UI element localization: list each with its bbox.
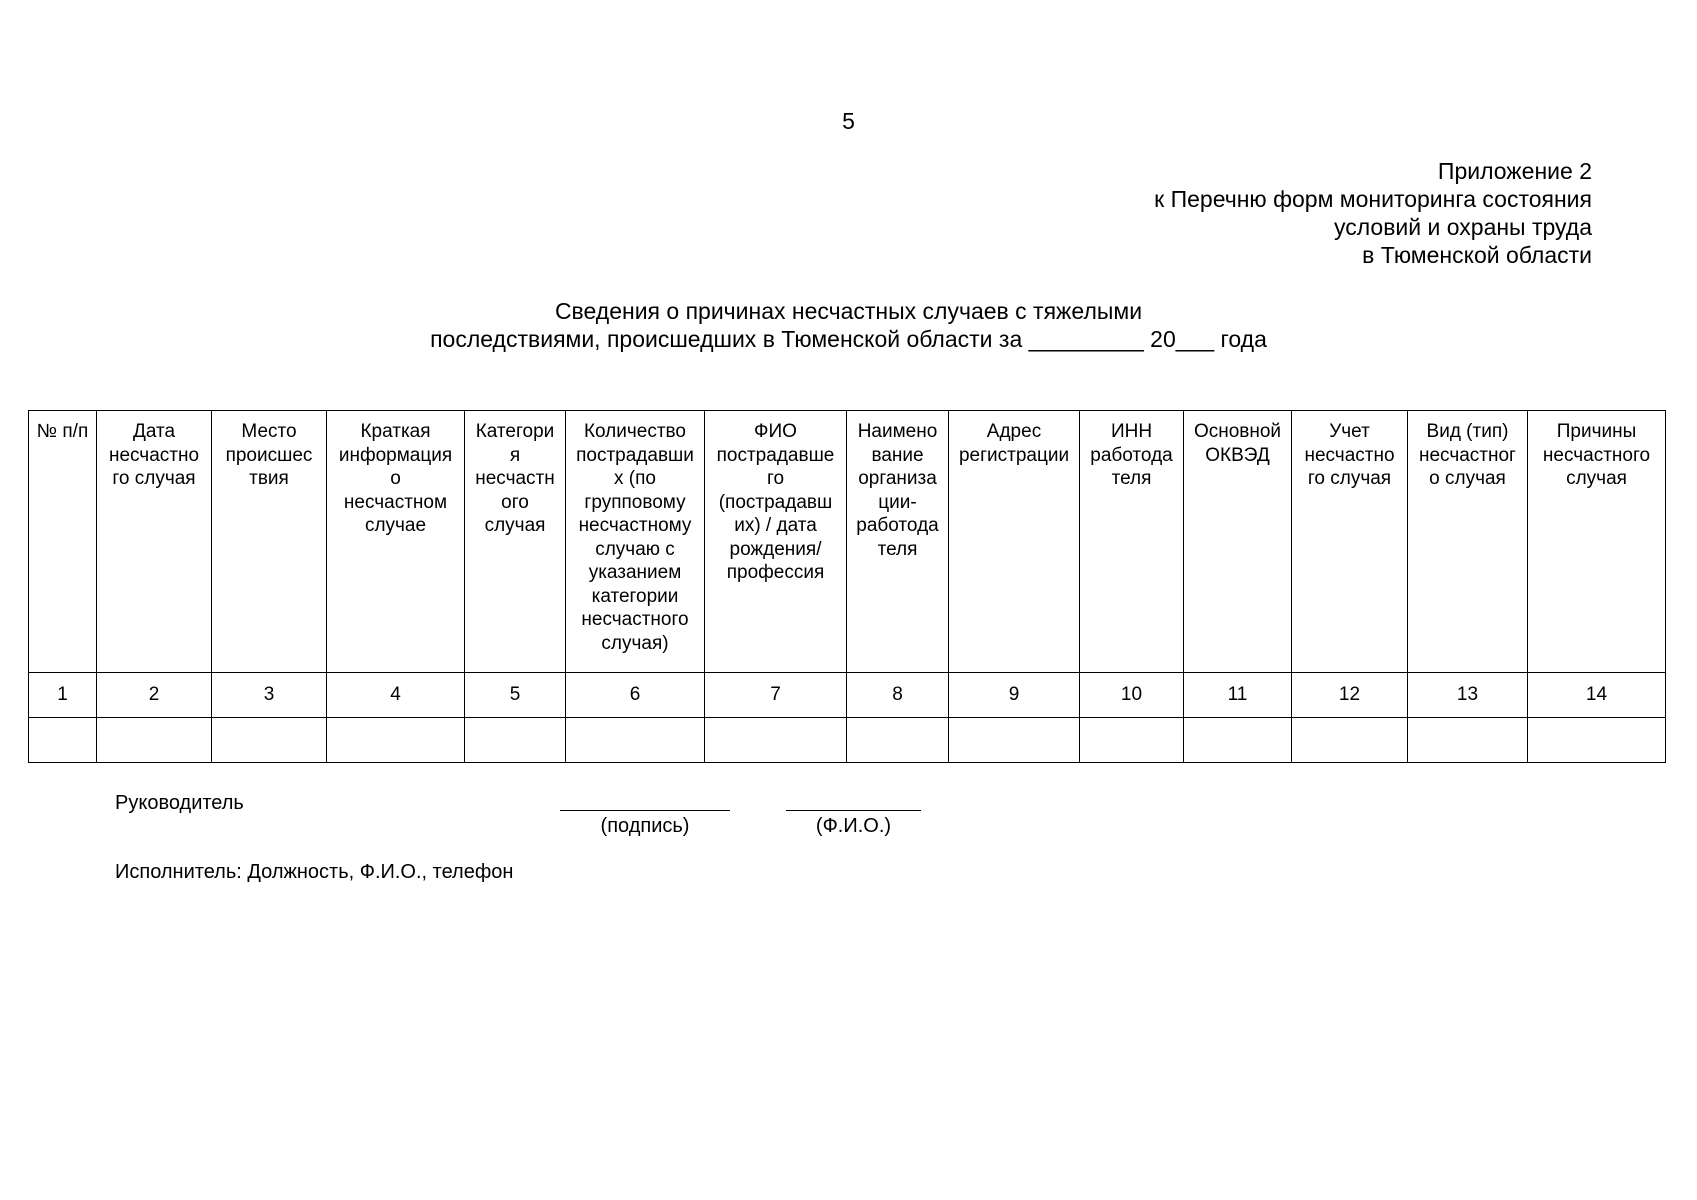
empty-cell: [212, 718, 327, 763]
empty-cell: [327, 718, 465, 763]
column-number-cell: 8: [847, 673, 949, 718]
empty-cell: [949, 718, 1080, 763]
header-cell: Вид (тип) несчастног о случая: [1408, 411, 1528, 673]
empty-cell: [1080, 718, 1184, 763]
column-number-cell: 6: [566, 673, 705, 718]
title-line: последствиями, происшедших в Тюменской области за _________ 20___ года: [430, 326, 1267, 352]
column-number-row: [29, 673, 1666, 718]
column-number-cell: 5: [465, 673, 566, 718]
header-cell: ИНН работода теля: [1080, 411, 1184, 673]
signature-line: [560, 810, 730, 811]
empty-cell: [29, 718, 97, 763]
empty-cell: [847, 718, 949, 763]
title-line: Сведения о причинах несчастных случаев с тяжелыми: [554, 298, 1143, 324]
column-number-cell: 9: [949, 673, 1080, 718]
header-cell: № п/п: [29, 411, 97, 673]
header-cell: Основной ОКВЭД: [1184, 411, 1292, 673]
header-row: [29, 411, 1666, 673]
empty-cell: [1292, 718, 1408, 763]
header-cell: Дата несчастно го случая: [97, 411, 212, 673]
name-line: [786, 810, 921, 811]
column-number-cell: 14: [1528, 673, 1666, 718]
header-cell: Наимено вание организа ции- работода теля: [847, 411, 949, 673]
column-number-cell: 13: [1408, 673, 1528, 718]
signature-caption: (подпись): [600, 815, 690, 837]
name-caption: (Ф.И.О.): [815, 815, 892, 837]
empty-cell: [1408, 718, 1528, 763]
document-title: [0, 297, 1697, 353]
executor-line: Исполнитель: Должность, Ф.И.О., телефон: [115, 861, 514, 883]
header-cell: Учет несчастно го случая: [1292, 411, 1408, 673]
column-number-cell: 2: [97, 673, 212, 718]
header-cell: Место происшес твия: [212, 411, 327, 673]
column-number-cell: 7: [705, 673, 847, 718]
appendix-note: [1154, 157, 1592, 269]
header-cell: Краткая информация о несчастном случае: [327, 411, 465, 673]
appendix-line: Приложение 2: [1437, 158, 1592, 184]
header-cell: Адрес регистрации: [949, 411, 1080, 673]
empty-cell: [465, 718, 566, 763]
appendix-line: условий и охраны труда: [1333, 214, 1592, 240]
empty-cell: [97, 718, 212, 763]
appendix-line: в Тюменской области: [1362, 242, 1592, 268]
empty-cell: [705, 718, 847, 763]
empty-cell: [1184, 718, 1292, 763]
header-cell: ФИО пострадавше го (пострадавш их) / дата рождения/ профессия: [705, 411, 847, 673]
accident-report-table: [28, 410, 1666, 763]
empty-data-row: [29, 718, 1666, 763]
head-label: Руководитель: [115, 792, 244, 814]
empty-cell: [1528, 718, 1666, 763]
column-number-cell: 11: [1184, 673, 1292, 718]
header-cell: Количество пострадавши х (по групповому несчастному случаю с указанием категории несчастного случая): [566, 411, 705, 673]
appendix-line: к Перечню форм мониторинга состояния: [1154, 186, 1592, 212]
header-cell: Причины несчастного случая: [1528, 411, 1666, 673]
column-number-cell: 1: [29, 673, 97, 718]
column-number-cell: 12: [1292, 673, 1408, 718]
page-number: 5: [842, 108, 855, 134]
column-number-cell: 4: [327, 673, 465, 718]
empty-cell: [566, 718, 705, 763]
header-cell: Категори я несчастн ого случая: [465, 411, 566, 673]
column-number-cell: 3: [212, 673, 327, 718]
column-number-cell: 10: [1080, 673, 1184, 718]
